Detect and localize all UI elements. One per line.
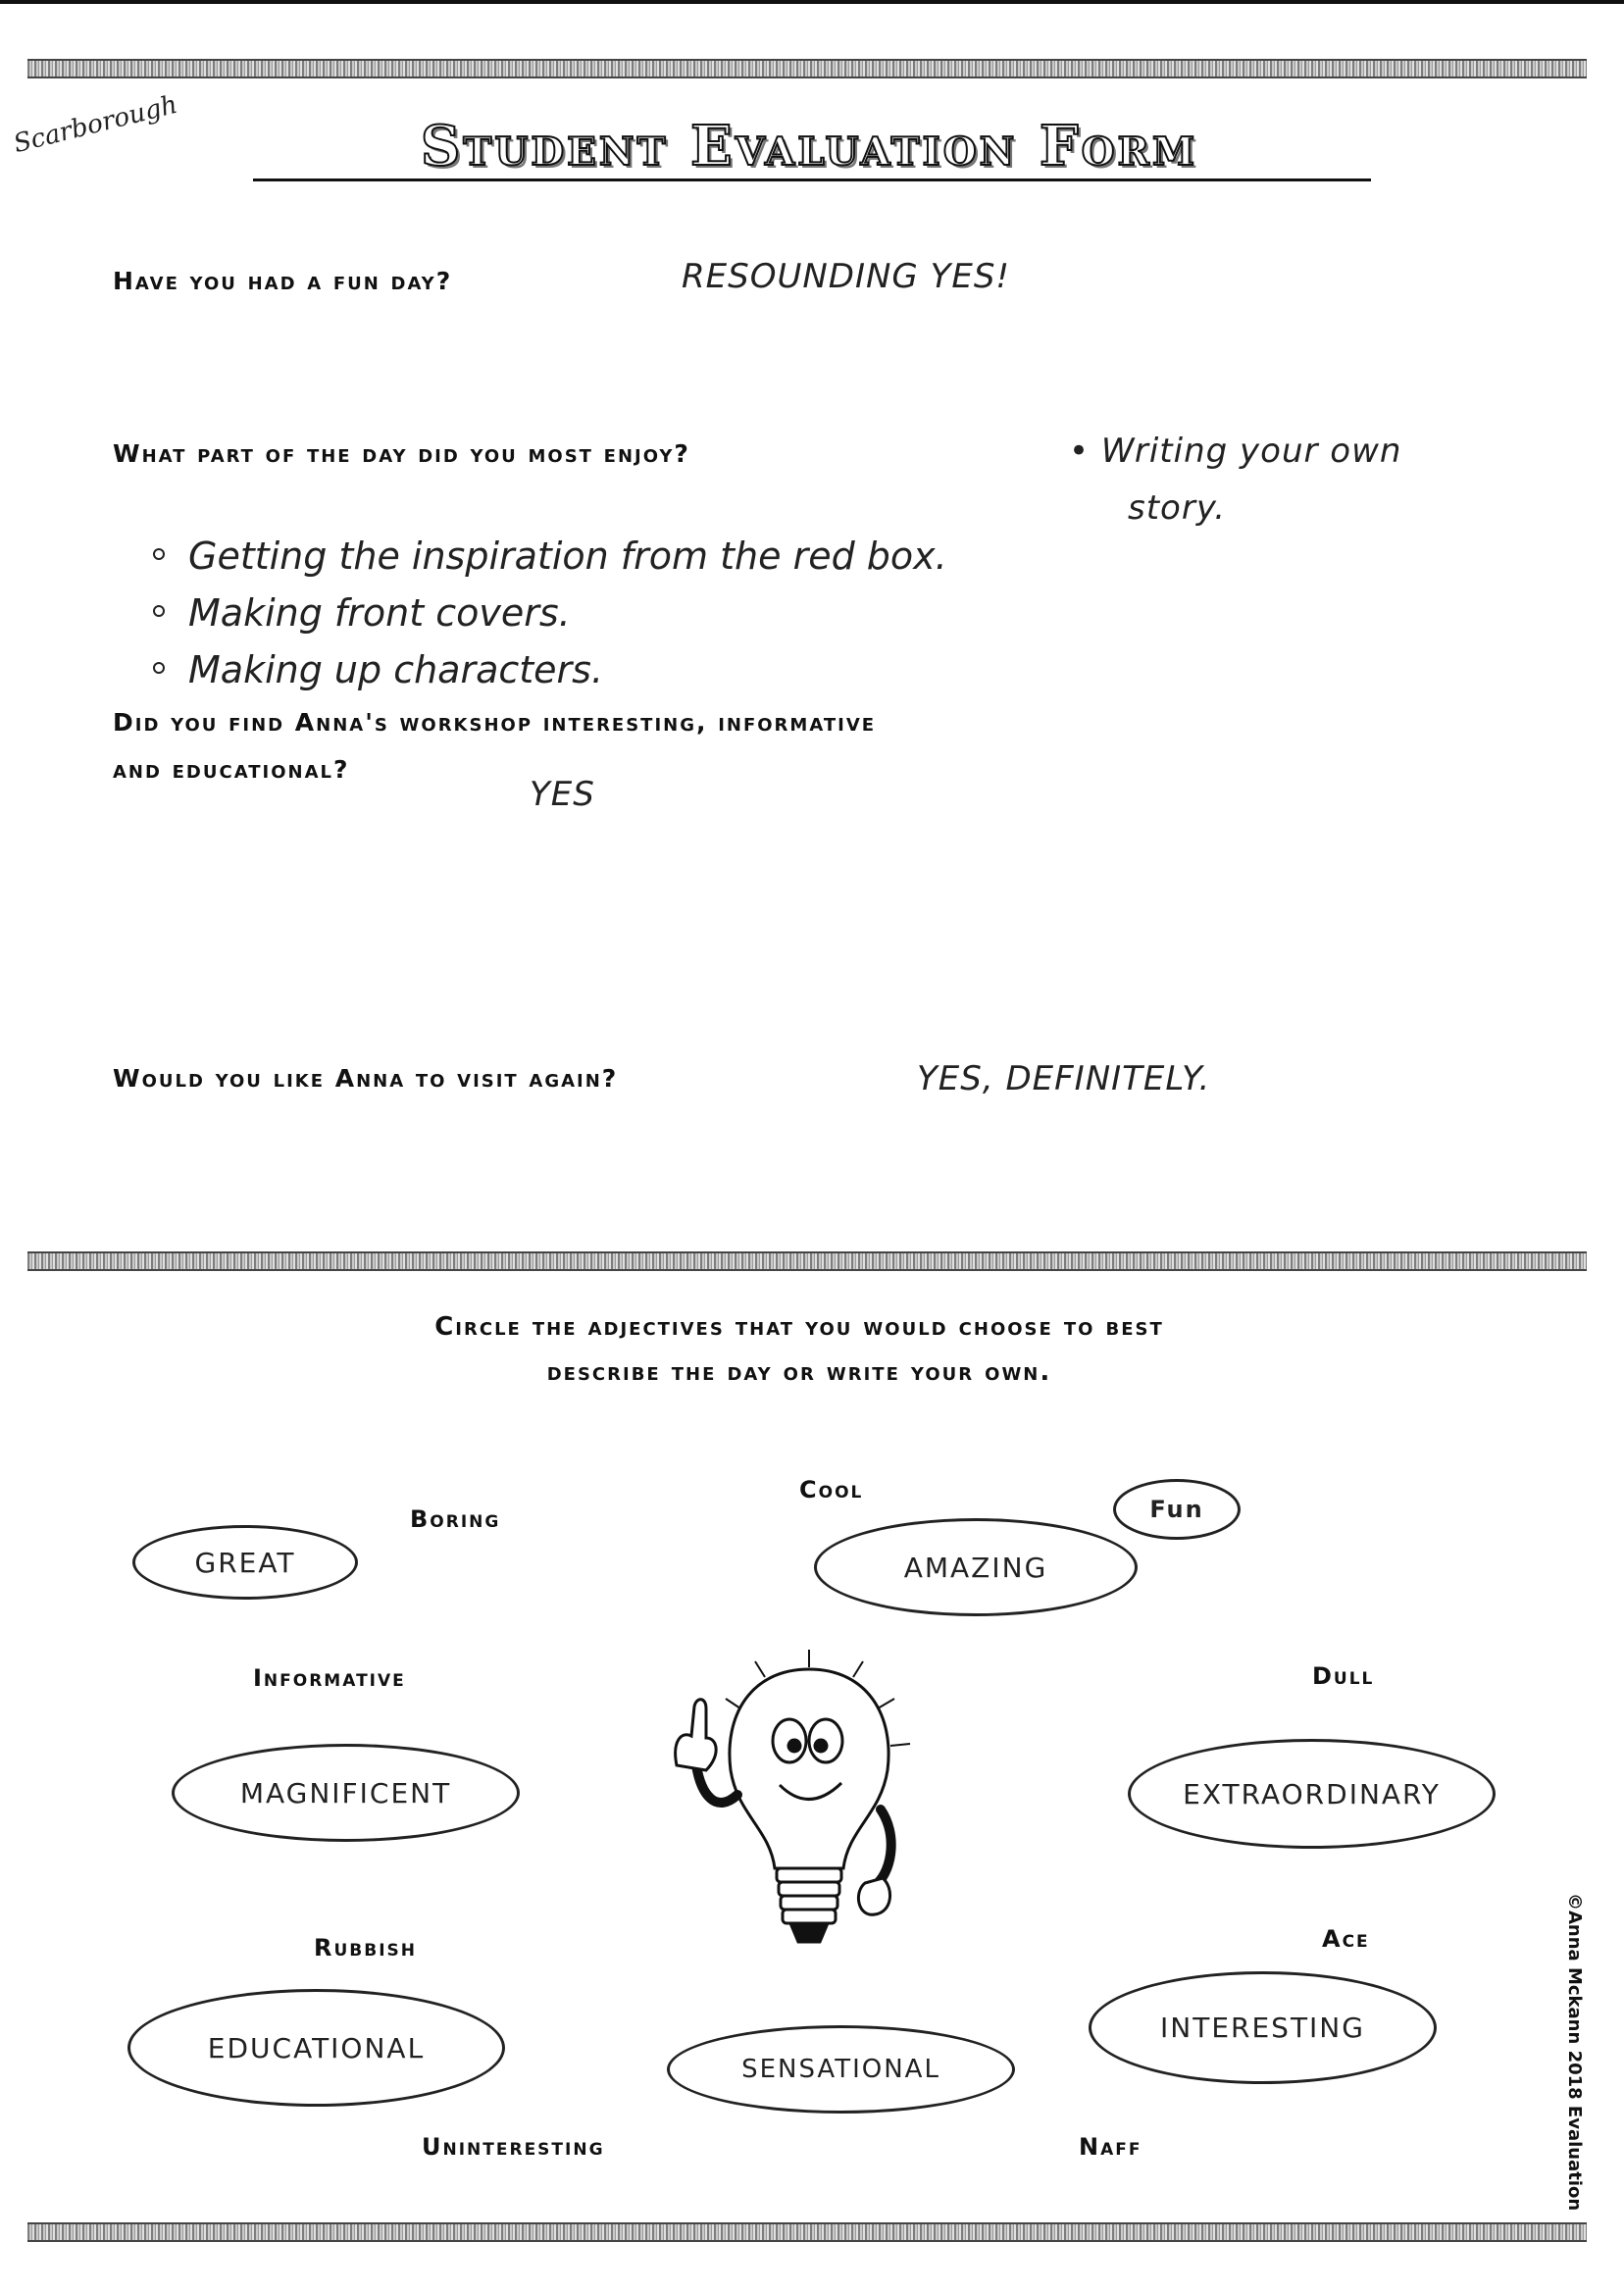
section-divider — [27, 1251, 1587, 1271]
adjective-naff: Naff — [1079, 2133, 1142, 2161]
list-item: Making up characters. — [147, 648, 947, 705]
question-fun-day: Have you had a fun day? — [113, 267, 453, 295]
bullet-dot — [153, 605, 165, 617]
question-workshop-line2: and educational? — [113, 755, 350, 784]
adjectives-instruction: Circle the adjectives that you would choose to best describe the day or write your own. — [434, 1312, 1164, 1387]
written-adjective-interesting: INTERESTING — [1089, 1971, 1437, 2084]
top-border — [0, 0, 1624, 4]
page-title: Student Evaluation Form — [420, 114, 1198, 178]
adjective-informative: Informative — [253, 1664, 406, 1692]
adjective-boring: Boring — [410, 1505, 501, 1533]
header-divider — [27, 59, 1587, 78]
answer-visit-again: YES, DEFINITELY. — [917, 1059, 1211, 1098]
adjective-dull: Dull — [1312, 1662, 1375, 1690]
written-adjective-sensational: SENSATIONAL — [667, 2025, 1015, 2114]
answer-most-enjoy-line2: story. — [1128, 488, 1227, 528]
circled-adjective-fun: Fun — [1113, 1479, 1241, 1540]
adjective-uninteresting: Uninteresting — [422, 2133, 605, 2161]
list-item: Making front covers. — [147, 591, 947, 648]
school-note: Scarborough — [10, 89, 180, 160]
answer-most-enjoy-line1: • Writing your own — [1069, 432, 1402, 471]
answer-fun-day: RESOUNDING YES! — [682, 257, 1011, 296]
written-adjective-extraordinary: EXTRAORDINARY — [1128, 1739, 1496, 1849]
written-adjective-magnificent: MAGNIFICENT — [172, 1744, 520, 1842]
copyright-note: ©Anna Mckann 2018 Evaluation — [1564, 1893, 1585, 2212]
written-adjective-amazing: AMAZING — [814, 1518, 1138, 1616]
written-adjective-great: GREAT — [132, 1525, 358, 1600]
footer-divider — [27, 2222, 1587, 2242]
adjective-cool: Cool — [799, 1476, 864, 1503]
adjective-rubbish: Rubbish — [314, 1934, 417, 1962]
enjoy-bullet-list — [147, 535, 947, 705]
question-most-enjoy: What part of the day did you most enjoy? — [113, 439, 690, 468]
list-item: Getting the inspiration from the red box. — [147, 535, 947, 591]
question-visit-again: Would you like Anna to visit again? — [113, 1064, 619, 1093]
bullet-dot — [153, 548, 165, 560]
lightbulb-mascot-icon — [647, 1648, 941, 1981]
adjective-ace: Ace — [1322, 1925, 1370, 1953]
written-adjective-educational: EDUCATIONAL — [127, 1989, 505, 2107]
bullet-dot — [153, 662, 165, 674]
title-underline — [253, 178, 1371, 181]
answer-workshop: YES — [530, 775, 595, 814]
question-workshop-line1: Did you find Anna's workshop interesting, informative — [113, 708, 877, 737]
